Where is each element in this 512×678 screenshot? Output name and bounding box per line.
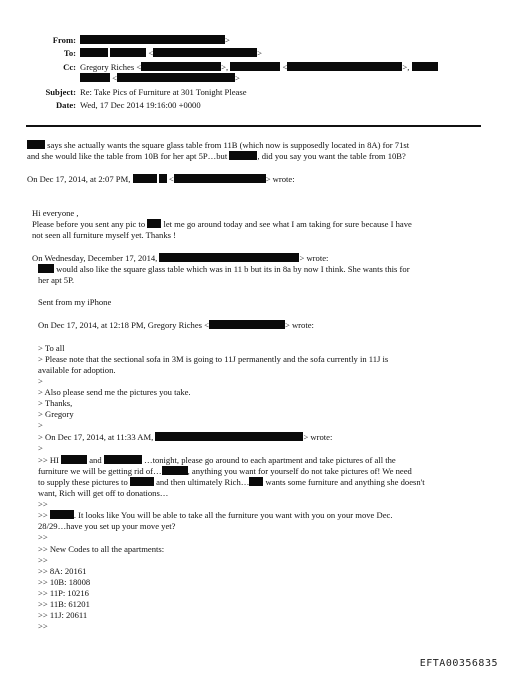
- quote-line: want, Rich will get off to donations…: [38, 488, 169, 498]
- redaction-box: [174, 174, 266, 183]
- quote-header: On Dec 17, 2014, at 12:18 PM, Gregory Riches < > wrote:: [38, 320, 314, 330]
- redaction-box: [117, 73, 235, 82]
- quote-line: >> . It looks like You will be able to take all the furniture you want with you on your move Dec.: [38, 510, 393, 520]
- quote-line: > Thanks,: [38, 398, 73, 408]
- redaction-box: [61, 455, 87, 464]
- redaction-box: [80, 48, 108, 57]
- redaction-box: [412, 62, 438, 71]
- quote-line: > To all: [38, 343, 65, 353]
- redaction-box: [141, 62, 221, 71]
- quote-line: >>: [38, 532, 48, 542]
- quote-line: >>: [38, 555, 48, 565]
- quote-line: >: [38, 420, 43, 430]
- redaction-box: [159, 253, 299, 262]
- code-line: >> 8A: 20161: [38, 566, 87, 576]
- quote-line: > Please note that the sectional sofa in 3M is going to 11J permanently and the sofa currently in 11J is: [38, 354, 389, 364]
- header-divider: [26, 125, 481, 127]
- redaction-box: [153, 48, 257, 57]
- code-line: >> 11J: 20611: [38, 610, 88, 620]
- body-line: would also like the square glass table which was in 11 b but its in 8a by now I think. She wants this for: [38, 264, 410, 275]
- quote-line: furniture we will be getting rid of… , anything you want for yourself do not take pictures of! We need: [38, 466, 412, 476]
- redaction-box: [104, 455, 142, 464]
- to-label: To:: [63, 48, 76, 58]
- redaction-box: [110, 48, 146, 57]
- cc-label: Cc:: [63, 62, 76, 72]
- redaction-box: [130, 477, 154, 486]
- redaction-box: [249, 477, 263, 486]
- subject-value: Re: Take Pics of Furniture at 301 Tonight Please: [80, 87, 247, 97]
- body-line: Hi everyone ,: [32, 208, 79, 218]
- document-id: EFTA00356835: [419, 658, 498, 669]
- redaction-box: [50, 510, 74, 519]
- body-line: and she would like the table from 10B for her apt 5P…but , did you say you want the table from 10B?: [27, 151, 406, 161]
- redaction-box: [38, 264, 54, 273]
- redaction-box: [230, 62, 280, 71]
- redaction-box: [80, 73, 110, 82]
- redaction-box: [159, 174, 167, 183]
- quote-line: >: [38, 376, 43, 386]
- redaction-box: [27, 140, 45, 149]
- code-line: >> 11P: 10216: [38, 588, 89, 598]
- quote-header: On Wednesday, December 17, 2014, > wrote:: [32, 253, 329, 263]
- code-line: >> 10B: 18008: [38, 577, 91, 587]
- redaction-box: [209, 320, 285, 329]
- cc-value: Gregory Riches < >, < >,: [80, 62, 438, 73]
- from-label: From:: [52, 35, 76, 45]
- quote-line: >>: [38, 621, 48, 631]
- quote-line: > Gregory: [38, 409, 74, 419]
- quote-header: > On Dec 17, 2014, at 11:33 AM, > wrote:: [38, 432, 333, 442]
- body-line: Sent from my iPhone: [38, 297, 112, 307]
- to-value: < >: [80, 48, 262, 59]
- quote-line: 28/29…have you set up your move yet?: [38, 521, 176, 531]
- date-value: Wed, 17 Dec 2014 19:16:00 +0000: [80, 100, 201, 110]
- code-line: >> 11B: 61201: [38, 599, 90, 609]
- body-line: says she actually wants the square glass table from 11B (which now is supposedly located in 8A) for 71st: [27, 140, 409, 151]
- body-line: Please before you sent any pic to let me go around today and see what I am taking for sure because I have: [32, 219, 412, 229]
- from-value: >: [80, 35, 230, 46]
- quote-header: On Dec 17, 2014, at 2:07 PM, < > wrote:: [27, 174, 295, 184]
- quote-line: to supply these pictures to and then ultimately Rich… wants some furniture and anything she doesn't: [38, 477, 425, 487]
- redaction-box: [155, 432, 303, 441]
- quote-line: > Also please send me the pictures you take.: [38, 387, 191, 397]
- redaction-box: [162, 466, 188, 475]
- redaction-box: [133, 174, 157, 183]
- redaction-box: [229, 151, 257, 160]
- quote-line: >>: [38, 499, 48, 509]
- redaction-box: [287, 62, 402, 71]
- quote-line: >> New Codes to all the apartments:: [38, 544, 165, 554]
- quote-line: >: [38, 443, 43, 453]
- quote-line: >> HI and …tonight, please go around to each apartment and take pictures of all the: [38, 455, 396, 465]
- redaction-box: [147, 219, 161, 228]
- body-line: not seen all furniture myself yet. Thanks !: [32, 230, 176, 240]
- redaction-box: [80, 35, 225, 44]
- date-label: Date:: [55, 100, 76, 110]
- subject-label: Subject:: [45, 87, 76, 97]
- cc-value-continued: < >: [80, 73, 240, 84]
- quote-line: available for adoption.: [38, 365, 116, 375]
- body-line: her apt 5P.: [38, 275, 75, 285]
